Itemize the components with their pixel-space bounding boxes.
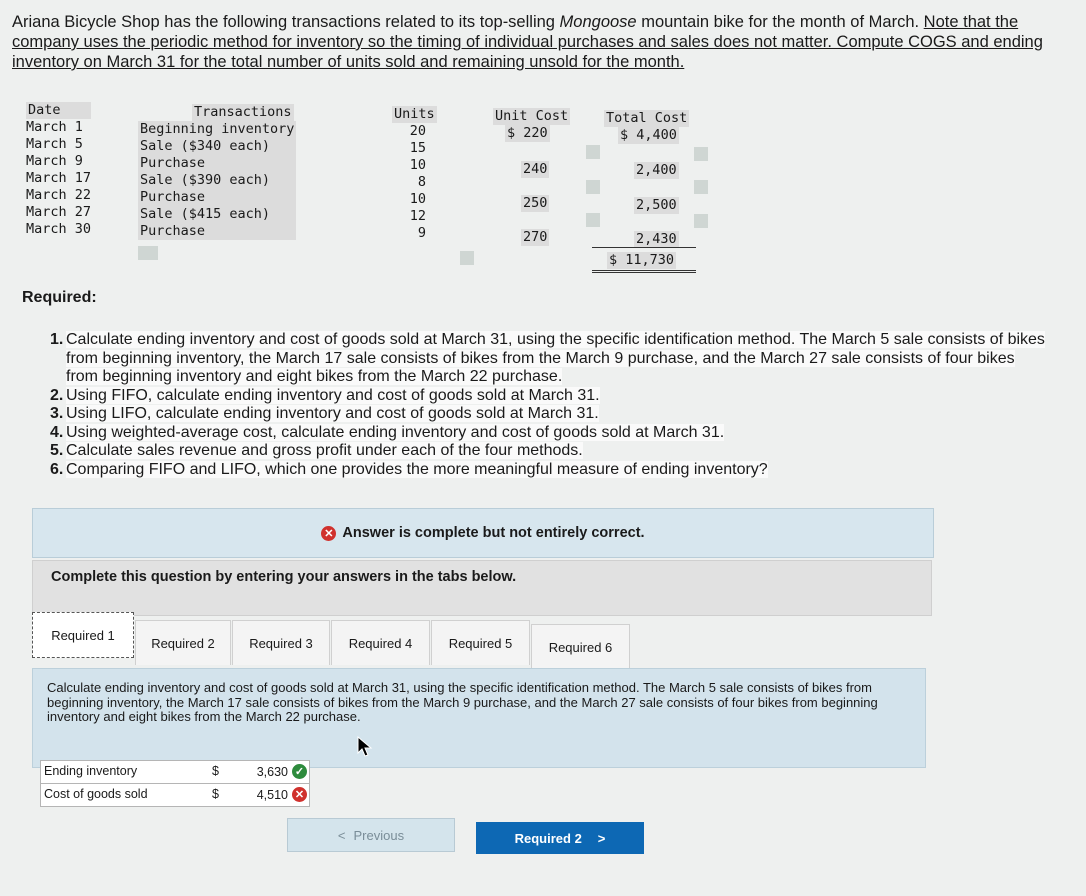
transactions-column bbox=[138, 121, 296, 240]
grand-total-cell: $ 11,730 bbox=[609, 252, 675, 268]
answer-row-cogs bbox=[40, 784, 310, 807]
blank-cell-marker bbox=[694, 147, 708, 161]
units-cell: 8 bbox=[417, 174, 426, 190]
total-cost-cell: $ 4,400 bbox=[620, 127, 677, 143]
required-item-text: Comparing FIFO and LIFO, which one provides the more meaningful measure of ending inventory? bbox=[66, 460, 768, 478]
total-cost-cell: 2,400 bbox=[636, 162, 677, 178]
units-cell: 10 bbox=[409, 157, 426, 173]
unit-cost-cell-2 bbox=[521, 195, 549, 212]
required-item-number: 5. bbox=[50, 442, 64, 459]
problem-intro bbox=[12, 12, 1074, 72]
unit-cost-header-col bbox=[493, 108, 570, 125]
blank-cell-marker bbox=[138, 246, 158, 260]
date-header: Date bbox=[26, 102, 91, 119]
x-circle-icon: ✕ bbox=[292, 787, 307, 802]
total-cost-cell-0 bbox=[618, 127, 679, 144]
unit-cost-cell-3 bbox=[521, 229, 549, 246]
total-cost-cell-1 bbox=[634, 162, 679, 179]
unit-cost-cell: $ 220 bbox=[507, 125, 548, 141]
required-item-number: 1. bbox=[50, 331, 64, 348]
unit-cost-cell-0 bbox=[505, 125, 550, 142]
transaction-cell: Sale ($415 each) bbox=[138, 206, 296, 223]
units-cell: 12 bbox=[409, 208, 426, 224]
required-item-text: Using LIFO, calculate ending inventory and cost of goods sold at March 31. bbox=[66, 405, 599, 422]
check-circle-icon: ✓ bbox=[292, 764, 307, 779]
date-cell: March 9 bbox=[26, 153, 83, 169]
answer-row-ending-inventory bbox=[40, 760, 310, 784]
tab-required-2[interactable]: Required 2 bbox=[135, 620, 231, 665]
ending-inventory-input[interactable] bbox=[257, 764, 307, 779]
units-column bbox=[398, 123, 426, 242]
answer-label: Cost of goods sold bbox=[44, 787, 148, 801]
blank-cell-marker bbox=[586, 180, 600, 194]
required-item bbox=[50, 331, 1050, 387]
cogs-input[interactable] bbox=[257, 787, 307, 802]
required-item-number: 2. bbox=[50, 386, 64, 404]
units-header-col bbox=[392, 106, 437, 123]
required-item-text: Calculate sales revenue and gross profit under each of the four methods. bbox=[66, 442, 583, 459]
tab-required-1[interactable]: Required 1 bbox=[32, 612, 134, 658]
unit-cost-cell: 270 bbox=[523, 229, 548, 245]
chevron-right-icon: > bbox=[597, 830, 606, 846]
units-cell: 20 bbox=[409, 123, 426, 139]
tab-content-panel bbox=[32, 668, 926, 768]
tab-required-3[interactable]: Required 3 bbox=[232, 620, 330, 665]
transaction-cell: Purchase bbox=[138, 155, 296, 172]
units-cell: 15 bbox=[409, 140, 426, 156]
tab-required-4[interactable]: Required 4 bbox=[331, 620, 430, 665]
date-cell: March 22 bbox=[26, 187, 92, 203]
blank-cell-marker bbox=[586, 213, 600, 227]
required-item bbox=[50, 405, 1050, 424]
next-required-button[interactable] bbox=[476, 822, 644, 854]
required-heading: Required: bbox=[22, 289, 97, 306]
units-cell: 9 bbox=[417, 225, 426, 241]
required-item-text: Using weighted-average cost, calculate ending inventory and cost of goods sold at March 31. bbox=[66, 423, 725, 441]
answer-table bbox=[40, 760, 310, 807]
answer-value[interactable]: 4,510 bbox=[256, 787, 288, 802]
next-label: Required 2 bbox=[514, 830, 582, 846]
intro-emphasis: Mongoose bbox=[559, 13, 637, 31]
answer-status-text: Answer is complete but not entirely correct. bbox=[342, 525, 645, 541]
blank-cell-marker bbox=[694, 214, 708, 228]
unit-cost-cell: 250 bbox=[523, 195, 548, 211]
tab-content-text: Calculate ending inventory and cost of goods sold at March 31, using the specific identification method. The March 5 sale consists of bikes from beginning inventory, the March 17 sale consists of bikes from the March 9 purchase, and the March 27 sale consists of four bikes from beginning inventory and eight bikes from the March 22 purchase. bbox=[47, 680, 878, 724]
blank-cell-marker bbox=[694, 180, 708, 194]
x-circle-icon: ✕ bbox=[321, 526, 336, 541]
answer-value[interactable]: 3,630 bbox=[256, 764, 288, 779]
previous-label: Previous bbox=[353, 827, 405, 843]
total-rule bbox=[592, 247, 696, 248]
previous-button[interactable] bbox=[287, 818, 455, 852]
required-item bbox=[50, 387, 1050, 406]
transaction-cell: Purchase bbox=[138, 223, 296, 240]
required-item-text: Using FIFO, calculate ending inventory and cost of goods sold at March 31. bbox=[66, 386, 600, 404]
blank-cell-marker bbox=[586, 145, 600, 159]
transaction-cell: Sale ($390 each) bbox=[138, 172, 296, 189]
currency-symbol: $ bbox=[212, 764, 219, 778]
required-item-number: 6. bbox=[50, 460, 64, 478]
intro-text-2: mountain bike for the month of March. bbox=[636, 13, 924, 31]
date-cell: March 17 bbox=[26, 170, 92, 186]
units-cell: 10 bbox=[409, 191, 426, 207]
total-cost-header-col bbox=[604, 110, 689, 127]
unit-cost-cell: 240 bbox=[523, 161, 548, 177]
total-cost-cell: 2,500 bbox=[636, 197, 677, 213]
tab-required-6[interactable]: Required 6 bbox=[531, 624, 630, 669]
transaction-cell: Sale ($340 each) bbox=[138, 138, 296, 155]
unit-cost-cell-1 bbox=[521, 161, 549, 178]
transaction-cell: Beginning inventory bbox=[140, 121, 295, 137]
blank-cell-marker bbox=[460, 251, 474, 265]
intro-note: Note that the company uses the periodic method for inventory so the timing of individual purchases and sales does not matter. Compute COGS and ending inventory on March 31 for the total number of units sold and remaining unsold for the month. bbox=[12, 13, 1043, 71]
grand-total bbox=[607, 252, 676, 269]
instructions-text: Complete this question by entering your answers in the tabs below. bbox=[51, 569, 517, 585]
date-cell: March 1 bbox=[26, 119, 83, 135]
date-cell: March 27 bbox=[26, 204, 92, 220]
mouse-cursor-icon bbox=[357, 736, 373, 758]
required-list bbox=[50, 331, 1050, 479]
intro-text: Ariana Bicycle Shop has the following transactions related to its top-selling bbox=[12, 13, 560, 31]
required-item-number: 3. bbox=[50, 405, 64, 422]
tab-required-5[interactable]: Required 5 bbox=[431, 620, 530, 665]
transaction-cell: Purchase bbox=[138, 189, 296, 206]
answer-status-banner bbox=[32, 508, 934, 558]
date-cell: March 30 bbox=[26, 221, 92, 237]
instructions-bar bbox=[32, 560, 932, 616]
answer-label: Ending inventory bbox=[44, 764, 138, 778]
total-cost-cell: 2,430 bbox=[636, 231, 677, 247]
currency-symbol: $ bbox=[212, 787, 219, 801]
chevron-left-icon: < bbox=[337, 827, 346, 843]
required-item bbox=[50, 424, 1050, 443]
total-cost-cell-3 bbox=[634, 231, 679, 248]
required-item bbox=[50, 461, 1050, 480]
units-header: Units bbox=[394, 106, 435, 122]
date-cell: March 5 bbox=[26, 136, 83, 152]
total-cost-cell-2 bbox=[634, 197, 679, 214]
date-column bbox=[26, 102, 91, 238]
total-cost-header: Total Cost bbox=[606, 110, 688, 126]
transactions-header: Transactions bbox=[194, 104, 292, 120]
required-item-number: 4. bbox=[50, 423, 64, 441]
unit-cost-header: Unit Cost bbox=[495, 108, 569, 124]
transactions-header-col bbox=[192, 104, 294, 121]
required-item-text: Calculate ending inventory and cost of goods sold at March 31, using the specific identification method. The March 5 sale consists of bikes from beginning inventory, the March 17 sale consists of bikes from the March 9 purchase, and the March 27 sale consists of four bikes from beginning inventory and eight bikes from the March 22 purchase. bbox=[66, 331, 1045, 385]
grand-total-rule bbox=[592, 270, 696, 273]
required-item bbox=[50, 442, 1050, 461]
